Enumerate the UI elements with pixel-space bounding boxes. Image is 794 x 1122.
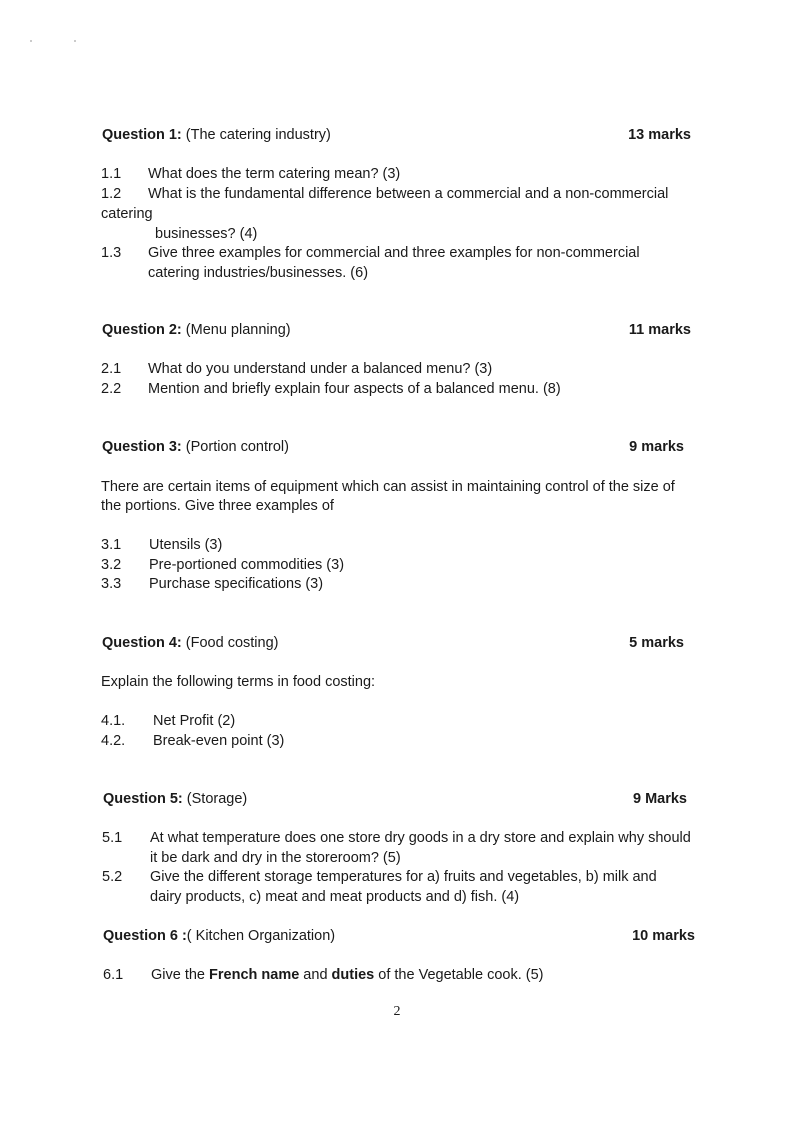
item-number: 3.1	[101, 537, 122, 553]
item-text: Net Profit (2)	[153, 713, 236, 729]
question-topic: (The catering industry)	[185, 127, 331, 143]
intro-text: the portions. Give three examples of	[101, 498, 334, 514]
item-text-part: of the Vegetable cook. (5)	[374, 967, 544, 983]
item-text-bold: French name	[209, 967, 300, 983]
item-text-cont: catering industries/businesses. (6)	[148, 265, 369, 281]
item-text: Mention and briefly explain four aspects of a balanced menu. (8)	[148, 381, 561, 397]
scan-speck	[30, 40, 32, 42]
item-text: What do you understand under a balanced menu? (3)	[148, 361, 493, 377]
item-number: 5.1	[102, 830, 123, 846]
item-number: 6.1	[103, 967, 124, 983]
question-topic: (Food costing)	[185, 635, 279, 651]
question-label: Question 6 :	[103, 928, 187, 944]
question-marks: 5 marks	[629, 635, 684, 651]
item-text: Pre-portioned commodities (3)	[149, 557, 345, 573]
item-number: 1.3	[101, 245, 122, 261]
question-3-heading	[102, 437, 694, 457]
question-label: Question 4:	[102, 635, 182, 651]
question-topic: (Portion control)	[185, 439, 289, 455]
item-text-cont: dairy products, c) meat and meat products and d) fish. (4)	[150, 889, 520, 905]
page-number: 2	[393, 1004, 401, 1019]
question-5-heading	[103, 789, 695, 809]
question-4-heading	[102, 633, 694, 653]
intro-text: There are certain items of equipment which can assist in maintaining control of the size of	[101, 479, 675, 495]
item-text-cont: it be dark and dry in the storeroom? (5)	[150, 850, 401, 866]
question-label: Question 2:	[102, 322, 182, 338]
item-text-part: Give the	[151, 967, 210, 983]
item-text: Give three examples for commercial and three examples for non-commercial	[148, 245, 640, 261]
item-text: What does the term catering mean? (3)	[148, 166, 401, 182]
item-number: 4.1.	[101, 713, 126, 729]
item-number: 3.3	[101, 576, 122, 592]
item-number: 2.1	[101, 361, 122, 377]
item-text	[151, 965, 544, 985]
question-marks: 11 marks	[628, 322, 691, 338]
question-6-heading	[103, 926, 695, 946]
item-number: 5.2	[102, 869, 123, 885]
item-number: 1.2	[101, 186, 122, 202]
item-text: Give the different storage temperatures for a) fruits and vegetables, b) milk and	[150, 869, 657, 885]
question-label: Question 3:	[102, 439, 182, 455]
question-2-heading	[102, 320, 694, 340]
item-text-part: and	[299, 967, 332, 983]
intro-text: Explain the following terms in food costing:	[101, 674, 376, 690]
question-topic: (Storage)	[186, 791, 248, 807]
item-text-bold: duties	[331, 967, 375, 983]
item-number: 2.2	[101, 381, 122, 397]
item-text-cont: businesses? (4)	[155, 226, 258, 242]
item-text: Break-even point (3)	[153, 733, 285, 749]
question-label: Question 1:	[102, 127, 182, 143]
item-number: 1.1	[101, 166, 122, 182]
item-text: At what temperature does one store dry goods in a dry store and explain why should	[150, 830, 691, 846]
question-label: Question 5:	[103, 791, 183, 807]
item-text: What is the fundamental difference between a commercial and a non-commercial	[148, 186, 669, 202]
question-marks: 10 marks	[632, 928, 695, 944]
item-number: 4.2.	[101, 733, 126, 749]
question-1-heading	[102, 125, 694, 145]
item-text-wrap: catering	[101, 206, 153, 222]
question-topic: (Menu planning)	[185, 322, 291, 338]
item-number: 3.2	[101, 557, 122, 573]
question-marks: 13 marks	[628, 127, 691, 143]
scan-speck	[74, 40, 76, 42]
item-text: Utensils (3)	[149, 537, 223, 553]
question-marks: 9 Marks	[632, 791, 687, 807]
question-marks: 9 marks	[629, 439, 684, 455]
item-text: Purchase specifications (3)	[149, 576, 324, 592]
question-topic: ( Kitchen Organization)	[186, 928, 336, 944]
